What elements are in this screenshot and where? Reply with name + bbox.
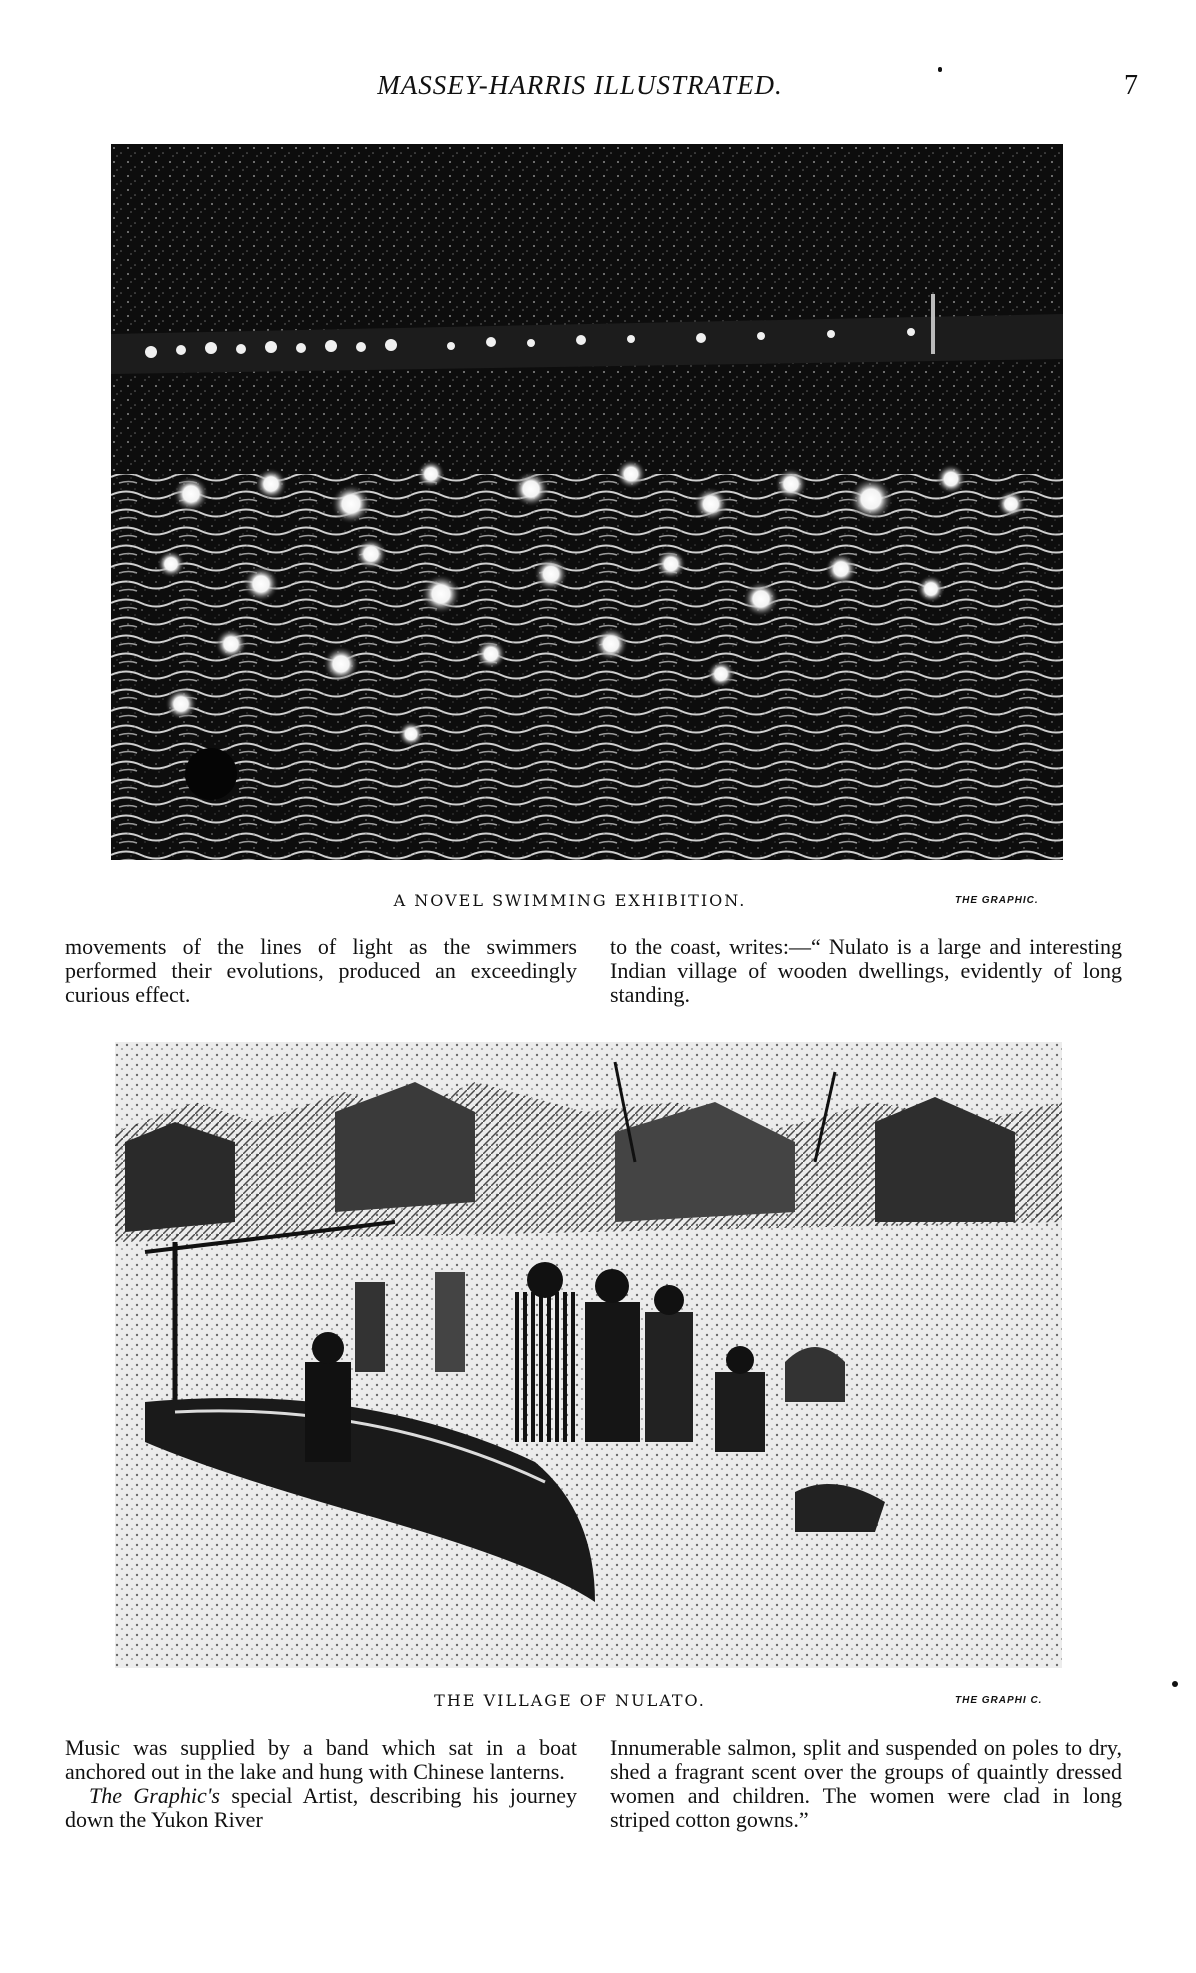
figure-caption: THE VILLAGE OF NULATO. — [434, 1691, 706, 1710]
header-speck — [938, 67, 942, 72]
nulato-village-illustration — [115, 1042, 1062, 1668]
paragraph: Innumerable salmon, split and suspended on poles to dry, shed a fragrant scent over the groups of quaintly dressed women and children. The women were clad in long striped cotton gowns.” — [610, 1735, 1122, 1832]
figure-credit: THE GRAPHI C. — [955, 1695, 1043, 1706]
text-column-left — [65, 1736, 577, 1832]
paragraph-text: special Artist, describing his journey down the Yukon River — [65, 1783, 578, 1832]
paragraph: movements of the lines of light as the swimmers performed their evolutions, produced an exceedingly curious effect. — [65, 934, 577, 1007]
paragraph — [65, 1784, 577, 1832]
paragraph: Music was supplied by a band which sat in a boat anchored out in the lake and hung with Chinese lanterns. — [65, 1735, 577, 1784]
figure-caption: A NOVEL SWIMMING EXHIBITION. — [393, 891, 747, 910]
figure-credit: THE GRAPHIC. — [955, 895, 1039, 906]
margin-speck — [1172, 1681, 1178, 1687]
text-column-right — [610, 935, 1122, 1007]
running-title: MASSEY-HARRIS ILLUSTRATED. — [377, 70, 783, 100]
publication-name: The Graphic's — [89, 1783, 220, 1808]
paragraph: to the coast, writes:—“ Nulato is a large and interesting Indian village of wooden dwellings, evidently of long standing. — [610, 934, 1122, 1007]
swimming-exhibition-illustration — [111, 144, 1063, 860]
page-number: 7 — [1124, 70, 1138, 101]
text-column-left — [65, 935, 577, 1007]
text-column-right — [610, 1736, 1122, 1832]
